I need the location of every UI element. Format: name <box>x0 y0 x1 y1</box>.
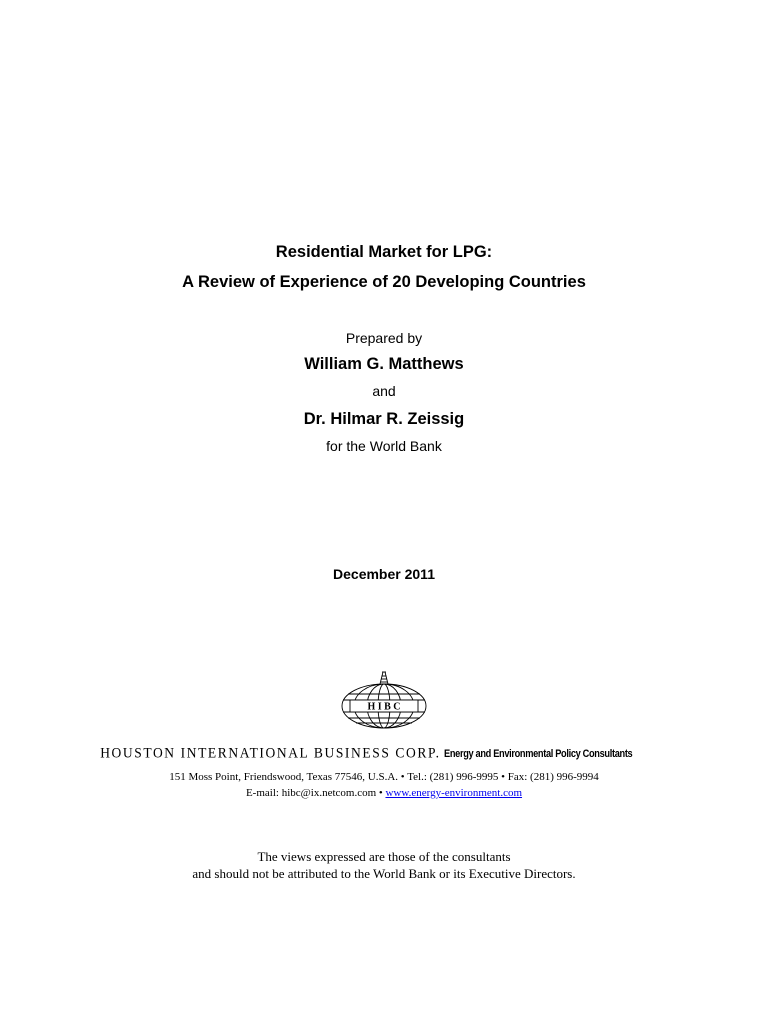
prepared-by-label: Prepared by <box>345 330 423 346</box>
disclaimer-line-2: and should not be attributed to the World Bank or its Executive Directors. <box>192 866 576 881</box>
sponsor-label: for the World Bank <box>326 438 442 454</box>
company-email: E-mail: hibc@ix.netcom.com • <box>245 787 386 799</box>
company-address: 151 Moss Point, Friendswood, Texas 77546, U.S.A. • Tel.: (281) 996-9995 • Fax: (281) 996-9994 <box>169 771 599 783</box>
hibc-logo <box>336 670 432 734</box>
disclaimer-line-1: The views expressed are those of the consultants <box>257 849 511 864</box>
title-line-2: A Review of Experience of 20 Developing Countries <box>182 273 586 291</box>
publication-date: December 2011 <box>333 566 435 582</box>
contact-line <box>0 787 768 799</box>
company-name: HOUSTON INTERNATIONAL BUSINESS CORP. <box>100 744 441 761</box>
author-1: William G. Matthews <box>304 355 464 373</box>
company-line <box>0 744 768 762</box>
conjunction-label: and <box>372 383 396 399</box>
logo-text: H I B C <box>367 701 401 713</box>
company-tagline: Energy and Environmental Policy Consultants <box>443 748 632 760</box>
company-website-link[interactable]: www.energy-environment.com <box>385 787 523 799</box>
author-2: Dr. Hilmar R. Zeissig <box>303 410 465 428</box>
title-line-1: Residential Market for LPG: <box>275 243 493 261</box>
